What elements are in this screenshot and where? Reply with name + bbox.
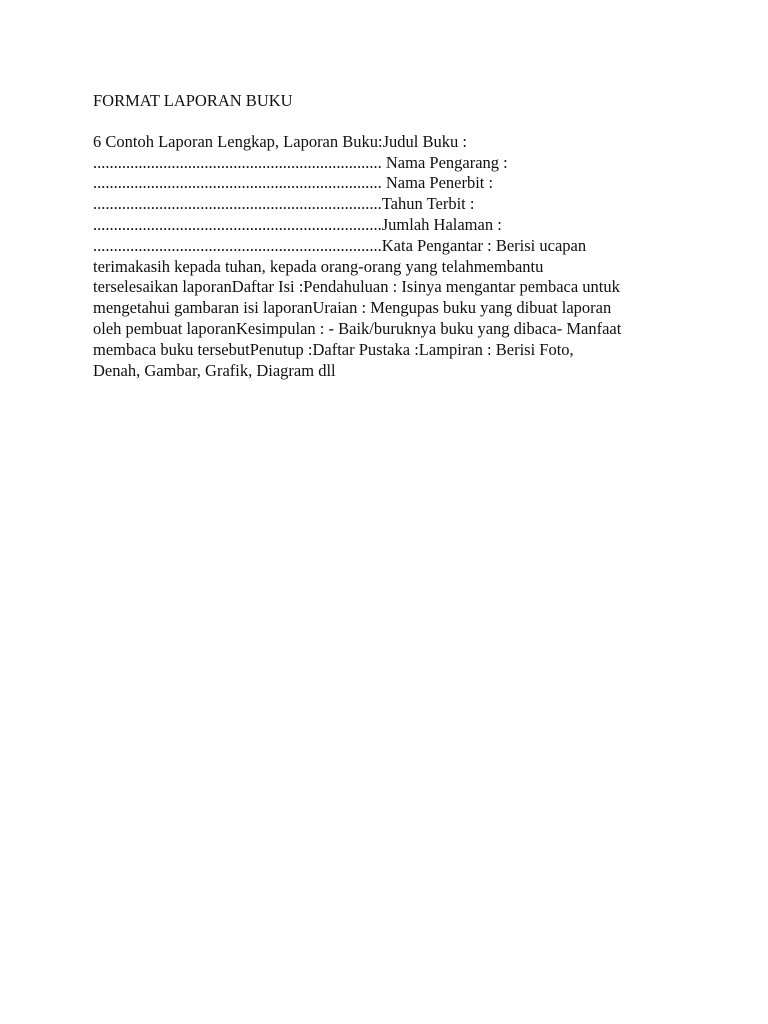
- document-body: [93, 132, 693, 382]
- body-line: mengetahui gambaran isi laporanUraian : Mengupas buku yang dibuat laporan: [93, 298, 612, 318]
- body-line: 6 Contoh Laporan Lengkap, Laporan Buku:Judul Buku :: [93, 131, 467, 151]
- body-line: ......................................................................Jumlah Halaman :: [93, 214, 502, 234]
- body-line: terselesaikan laporanDaftar Isi :Pendahuluan : Isinya mengantar pembaca untuk: [93, 277, 620, 297]
- body-line: membaca buku tersebutPenutup :Daftar Pustaka :Lampiran : Berisi Foto,: [93, 339, 574, 359]
- body-line: Denah, Gambar, Grafik, Diagram dll: [93, 360, 336, 380]
- body-line: terimakasih kepada tuhan, kepada orang-orang yang telahmembantu: [93, 256, 544, 276]
- document-content: [93, 91, 693, 381]
- body-line: oleh pembuat laporanKesimpulan : - Baik/buruknya buku yang dibaca- Manfaat: [93, 318, 622, 338]
- body-line: ......................................................................Tahun Terbit :: [93, 194, 475, 214]
- document-title: FORMAT LAPORAN BUKU: [93, 91, 293, 110]
- body-line: ...................................................................... Nama Pengarang :: [93, 152, 508, 172]
- body-line: ...................................................................... Nama Penerbit :: [93, 173, 494, 193]
- body-line: ......................................................................Kata Pengantar : Berisi ucapan: [93, 235, 587, 255]
